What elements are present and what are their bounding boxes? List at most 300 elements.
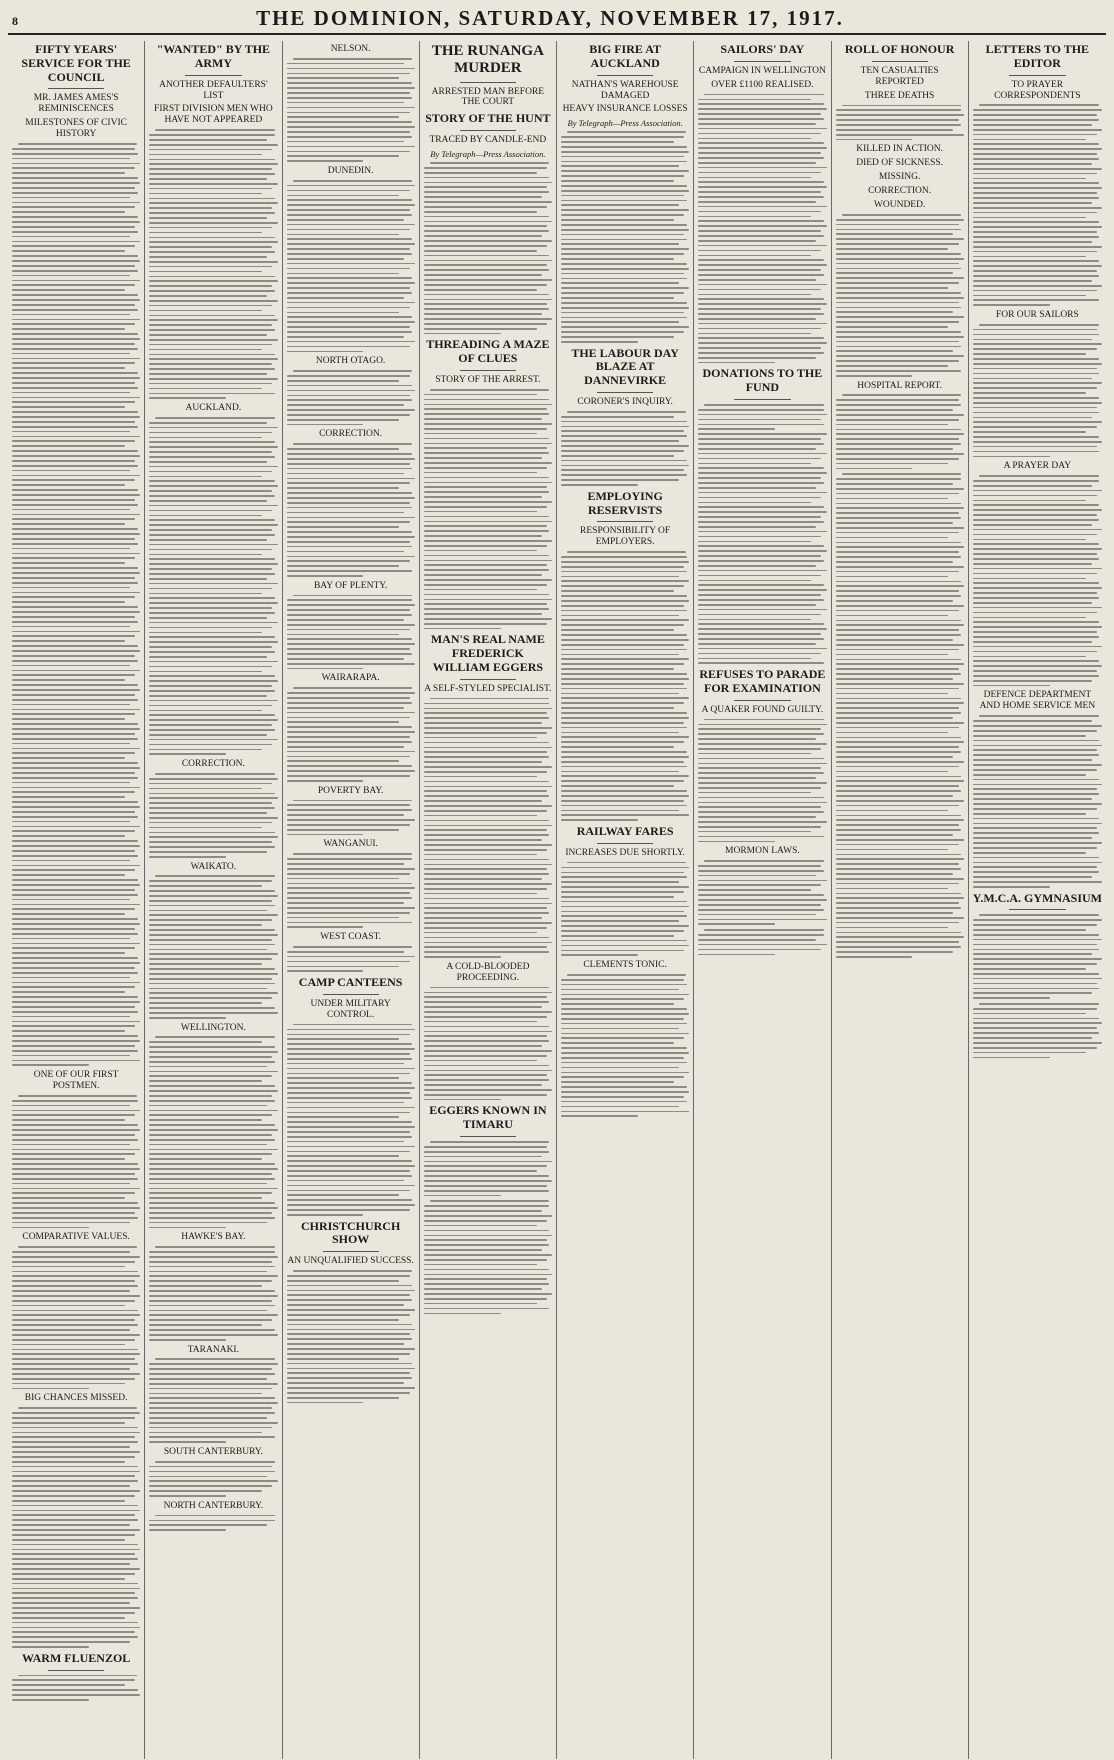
text-line — [12, 397, 140, 399]
text-line — [287, 917, 400, 919]
text-line — [973, 626, 1102, 628]
text-line — [424, 942, 552, 944]
text-line — [149, 1388, 272, 1390]
text-line — [149, 1524, 267, 1526]
article — [287, 839, 415, 928]
text-line — [12, 713, 135, 715]
body-text — [973, 104, 1102, 306]
donation-row — [698, 477, 821, 479]
text-line — [287, 414, 410, 416]
text-line — [561, 317, 687, 319]
text-line — [836, 585, 964, 587]
text-line — [149, 1529, 226, 1531]
text-line — [149, 1310, 267, 1312]
article-subheading: DIED OF SICKNESS. — [856, 158, 944, 169]
text-line — [424, 708, 552, 710]
text-line — [149, 622, 277, 624]
text-line — [12, 826, 140, 828]
body-text — [424, 1141, 552, 1196]
text-line — [12, 1505, 138, 1507]
text-line — [424, 800, 542, 802]
text-line — [12, 255, 138, 257]
text-line — [973, 456, 1051, 458]
text-line — [424, 623, 547, 625]
text-line — [149, 549, 272, 551]
text-line — [424, 308, 550, 310]
donation-row — [698, 497, 821, 499]
text-line — [973, 519, 1100, 521]
text-line — [12, 1622, 138, 1624]
text-line — [424, 196, 542, 198]
text-line — [973, 500, 1087, 502]
text-line — [287, 775, 410, 777]
text-line — [561, 561, 689, 563]
text-line — [287, 1112, 410, 1114]
text-line — [836, 546, 964, 548]
text-line — [12, 1271, 138, 1273]
text-line — [287, 121, 413, 123]
text-line — [561, 945, 689, 947]
donation-row — [698, 589, 826, 591]
text-line — [424, 1254, 552, 1256]
newspaper-title: THE DOMINION, SATURDAY, NOVEMBER 17, 1917. — [256, 6, 844, 30]
text-line — [287, 463, 410, 465]
text-line — [12, 1055, 130, 1057]
donation-row — [698, 511, 826, 513]
text-line — [149, 836, 277, 838]
text-line — [424, 535, 542, 537]
text-line — [149, 334, 267, 336]
text-line — [698, 944, 826, 946]
text-line — [287, 526, 400, 528]
text-line — [561, 688, 687, 690]
text-line — [561, 243, 679, 245]
text-line — [149, 1075, 272, 1077]
text-line — [149, 354, 275, 356]
text-line — [836, 780, 964, 782]
text-line — [149, 1275, 277, 1277]
text-line — [561, 450, 684, 452]
text-line — [424, 1016, 547, 1018]
text-line — [287, 204, 415, 206]
text-line — [12, 1149, 140, 1151]
text-line — [12, 592, 140, 594]
text-line — [973, 568, 1102, 570]
donation-row — [698, 633, 821, 635]
text-line — [698, 357, 816, 359]
text-line — [424, 240, 552, 242]
text-line — [12, 1192, 135, 1194]
text-line — [149, 446, 277, 448]
text-line — [973, 504, 1100, 506]
text-line — [698, 255, 811, 257]
article-subheading: NORTH CANTERBURY. — [163, 1500, 264, 1511]
text-line — [698, 821, 826, 823]
text-line — [287, 707, 405, 709]
text-line — [973, 119, 1100, 121]
text-line — [149, 1324, 262, 1326]
text-line — [973, 730, 1097, 732]
text-line — [836, 639, 954, 641]
text-line — [287, 199, 413, 201]
text-line — [698, 806, 821, 808]
article — [149, 1501, 277, 1531]
text-line — [149, 1153, 272, 1155]
text-line — [12, 460, 135, 462]
text-line — [836, 581, 962, 583]
text-line — [12, 236, 130, 238]
text-line — [973, 280, 1092, 282]
text-line — [287, 897, 413, 899]
text-line — [973, 871, 1100, 873]
text-line — [424, 1026, 550, 1028]
text-line — [293, 58, 412, 60]
text-line — [287, 541, 410, 543]
text-line — [698, 767, 821, 769]
divider — [597, 521, 653, 522]
text-line — [149, 924, 262, 926]
text-line — [836, 571, 959, 573]
text-line — [561, 1101, 687, 1103]
text-line — [836, 863, 959, 865]
text-line — [561, 891, 684, 893]
text-line — [287, 717, 410, 719]
donation-row — [698, 472, 826, 474]
text-line — [424, 486, 547, 488]
text-line — [973, 660, 1100, 662]
text-line — [842, 394, 961, 396]
body-text — [698, 860, 826, 925]
text-line — [12, 241, 140, 243]
text-line — [18, 1407, 137, 1409]
text-line — [12, 1305, 125, 1307]
text-line — [12, 348, 138, 350]
text-line — [561, 1052, 689, 1054]
text-line — [12, 1510, 140, 1512]
text-line — [561, 341, 638, 343]
text-line — [424, 722, 542, 724]
text-line — [561, 1091, 689, 1093]
text-line — [12, 289, 125, 291]
text-line — [424, 912, 550, 914]
text-line — [567, 131, 686, 133]
text-line — [424, 264, 547, 266]
text-line — [12, 1607, 140, 1609]
text-line — [287, 780, 364, 782]
text-line — [12, 333, 138, 335]
text-line — [12, 865, 140, 867]
text-line — [149, 1227, 226, 1229]
text-line — [12, 1158, 125, 1160]
text-line — [149, 685, 272, 687]
text-line — [149, 237, 275, 239]
text-line — [149, 612, 275, 614]
text-line — [424, 186, 547, 188]
text-line — [149, 1178, 275, 1180]
text-line — [424, 333, 501, 335]
text-line — [287, 151, 410, 153]
text-line — [287, 1165, 415, 1167]
text-line — [836, 498, 949, 500]
text-line — [149, 695, 267, 697]
text-line — [561, 292, 684, 294]
text-line — [287, 824, 410, 826]
body-text — [149, 129, 277, 399]
text-line — [149, 978, 272, 980]
article — [424, 338, 552, 629]
text-line — [698, 250, 821, 252]
text-line — [149, 227, 272, 229]
text-line — [287, 1116, 400, 1118]
text-line — [973, 407, 1097, 409]
text-line — [836, 888, 949, 890]
text-line — [561, 727, 687, 729]
text-line — [973, 251, 1097, 253]
article — [836, 473, 964, 957]
text-line — [424, 603, 547, 605]
text-line — [12, 304, 135, 306]
text-line — [149, 724, 272, 726]
text-line — [12, 1475, 135, 1477]
text-line — [287, 1348, 415, 1350]
text-line — [836, 263, 959, 265]
text-line — [424, 521, 552, 523]
text-line — [424, 992, 552, 994]
text-line — [424, 1065, 550, 1067]
text-line — [973, 295, 1087, 297]
text-line — [698, 414, 826, 416]
text-line — [149, 632, 262, 634]
donation-row — [698, 536, 821, 538]
text-line — [12, 947, 135, 949]
text-line — [561, 1081, 674, 1083]
text-line — [973, 236, 1100, 238]
text-line — [149, 368, 275, 370]
text-line — [287, 1209, 410, 1211]
text-line — [698, 123, 816, 125]
text-line — [149, 973, 277, 975]
text-line — [836, 302, 959, 304]
text-line — [149, 310, 262, 312]
text-line — [561, 435, 687, 437]
body-text — [12, 1675, 140, 1701]
column-3 — [283, 41, 420, 1759]
text-line — [12, 1339, 135, 1341]
text-line — [698, 264, 826, 266]
article-subheading: A QUAKER FOUND GUILTY. — [701, 704, 824, 715]
article-subheading: NORTH OTAGO. — [315, 356, 386, 367]
article-subheading: WELLINGTON. — [180, 1022, 246, 1033]
article-subheading: AUCKLAND. — [185, 403, 242, 414]
text-line — [973, 124, 1092, 126]
text-line — [424, 903, 552, 905]
text-line — [12, 475, 140, 477]
text-line — [424, 1175, 550, 1177]
text-line — [287, 1314, 410, 1316]
text-line — [12, 606, 138, 608]
text-line — [149, 988, 267, 990]
text-line — [424, 737, 537, 739]
text-line — [561, 867, 689, 869]
text-line — [12, 280, 140, 282]
text-line — [12, 1285, 138, 1287]
text-line — [973, 392, 1087, 394]
text-line — [287, 575, 364, 577]
text-line — [561, 273, 684, 275]
text-line — [561, 460, 687, 462]
text-line — [287, 741, 413, 743]
text-line — [287, 1377, 413, 1379]
text-line — [12, 216, 138, 218]
text-line — [149, 344, 272, 346]
article-subheading: DEFENCE DEPARTMENT AND HOME SERVICE MEN — [979, 690, 1096, 712]
text-line — [287, 521, 410, 523]
text-line — [836, 219, 964, 221]
text-line — [836, 902, 959, 904]
text-line — [424, 394, 537, 396]
text-line — [149, 1100, 275, 1102]
text-line — [836, 542, 962, 544]
text-line — [698, 797, 824, 799]
text-line — [12, 1153, 135, 1155]
article — [12, 1070, 140, 1228]
text-line — [561, 1003, 674, 1005]
divider — [734, 399, 790, 400]
text-line — [149, 617, 267, 619]
text-line — [836, 243, 959, 245]
text-line — [149, 997, 272, 999]
text-line — [287, 966, 400, 968]
text-line — [979, 1003, 1099, 1005]
text-line — [973, 485, 1092, 487]
text-line — [149, 793, 275, 795]
text-line — [12, 845, 140, 847]
text-line — [424, 413, 550, 415]
text-line — [287, 1363, 413, 1365]
text-line — [698, 162, 816, 164]
article — [149, 1345, 277, 1443]
text-line — [149, 1285, 262, 1287]
text-line — [424, 1079, 550, 1081]
text-line — [12, 362, 135, 364]
text-line — [12, 957, 138, 959]
text-line — [12, 645, 138, 647]
text-line — [149, 846, 275, 848]
text-line — [973, 587, 1102, 589]
text-line — [149, 822, 272, 824]
text-line — [973, 285, 1102, 287]
text-line — [424, 408, 547, 410]
text-line — [287, 1038, 400, 1040]
text-line — [836, 649, 959, 651]
text-line — [424, 235, 542, 237]
body-text — [561, 411, 689, 486]
divider — [597, 843, 653, 844]
text-line — [561, 248, 689, 250]
text-line — [973, 1018, 1100, 1020]
text-line — [12, 1480, 138, 1482]
text-line — [424, 781, 550, 783]
text-line — [12, 723, 138, 725]
text-line — [561, 326, 689, 328]
text-line — [12, 1694, 140, 1696]
text-line — [836, 522, 954, 524]
text-line — [12, 782, 130, 784]
text-line — [973, 798, 1092, 800]
text-line — [836, 458, 959, 460]
text-line — [973, 543, 1100, 545]
text-line — [424, 172, 537, 174]
text-line — [293, 1270, 412, 1272]
text-line — [561, 697, 689, 699]
text-line — [287, 273, 400, 275]
text-line — [287, 102, 405, 104]
text-line — [836, 868, 962, 870]
text-line — [424, 1094, 547, 1096]
text-line — [561, 331, 684, 333]
text-line — [561, 954, 638, 956]
text-line — [149, 451, 272, 453]
text-line — [973, 134, 1097, 136]
text-line — [561, 1008, 687, 1010]
text-line — [149, 1271, 267, 1273]
body-text — [12, 1407, 140, 1648]
text-line — [561, 780, 684, 782]
body-text — [12, 1246, 140, 1389]
text-line — [149, 305, 272, 307]
text-line — [836, 238, 964, 240]
text-line — [149, 300, 277, 302]
text-line — [149, 212, 275, 214]
text-line — [973, 182, 1100, 184]
text-line — [561, 639, 689, 641]
text-line — [698, 157, 824, 159]
text-line — [287, 1063, 405, 1065]
text-line — [561, 771, 679, 773]
text-line — [973, 803, 1102, 805]
text-line — [836, 668, 959, 670]
text-line — [12, 406, 125, 408]
text-line — [149, 1334, 277, 1336]
article — [424, 633, 552, 957]
text-line — [424, 1165, 547, 1167]
text-line — [561, 170, 689, 172]
text-line — [149, 188, 272, 190]
text-line — [12, 294, 138, 296]
text-line — [836, 907, 962, 909]
text-line — [12, 1500, 125, 1502]
text-line — [836, 819, 964, 821]
text-line — [12, 470, 130, 472]
text-line — [287, 160, 364, 162]
donations-list — [698, 433, 826, 664]
text-line — [12, 928, 135, 930]
text-line — [149, 949, 267, 951]
text-line — [12, 1030, 125, 1032]
text-line — [836, 287, 949, 289]
text-line — [424, 854, 537, 856]
text-line — [149, 1480, 277, 1482]
text-line — [836, 438, 959, 440]
text-line — [698, 836, 824, 838]
text-line — [149, 753, 226, 755]
text-line — [973, 373, 1100, 375]
text-line — [561, 321, 679, 323]
text-line — [287, 604, 415, 606]
text-line — [836, 507, 964, 509]
text-line — [561, 741, 684, 743]
text-line — [12, 421, 135, 423]
